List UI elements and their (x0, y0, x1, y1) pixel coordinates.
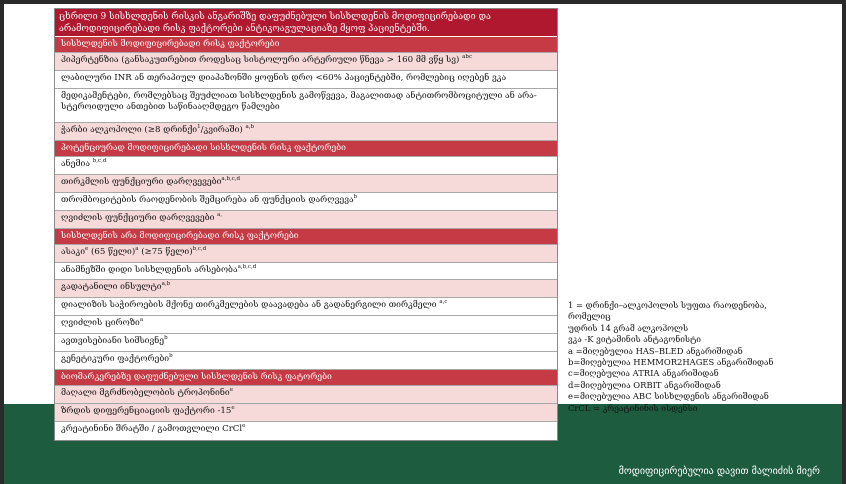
footer-credit: მოდიფიცირებულია დავით მალიძის მიერ (618, 466, 820, 477)
table-title: ცხრილი 9 სისხლდენის რისკის ანგარიშზე დაფუძნებული სისხლდენის მოდიფიცირებადი და არამოდიფიცირებადი რისკ ფაქტორები ანტიკოაგულაციაზე მყოფ პაციენტებში. (55, 9, 557, 37)
section-header: ბიომარკერებზე დაფუძნებული სისხლდენის რისკ ფატორები (55, 370, 557, 386)
table-row: ღვიძლის ციროზი$^a$ (55, 316, 557, 334)
table-row: ანამნეზში დიდი სისხლდენის არსებობა$^{a,b,c,d}$ (55, 263, 557, 280)
table-row: ასაკი$^e$ (65 წელი)$^a$ (≥75 წელი)$^{b,c,d}$ (55, 245, 557, 263)
table-row: მედიკამენტები, რომლებსაც შეუძლიათ სისხლდენის გამოწვევა, მაგალითად ანტითრომბოციტული ან არა-სტეროიდული ანთებით საწინააღმდეგო წამლები (55, 89, 557, 123)
table-row: ლაბილური INR ან თერაპიულ დიაპაზონში ყოფნის დრო <60% პაციენტებში, რომლებიც იღებენ ვკა (55, 71, 557, 89)
section-header: სისხლდენის მოდიფიცირებადი რისკ ფაქტორები (55, 37, 557, 53)
table-row: გენეტიკური ფაქტორები$^b$ (55, 352, 557, 370)
risk-factor-table (54, 8, 558, 441)
section-header: პოტენციურად მოდიფიცირებადი სისხლდენის რისკ ფაქტორები (55, 141, 557, 157)
legend-item: უდრის 14 გრამ ალკოჰოლს (568, 322, 689, 333)
table-row: თირკმლის ფუნქციური დარღვევები$^{a,b,c,d}$ (55, 175, 557, 193)
legend-item: e=მიღებულია ABC სისხლდენის ანგარიშიდან (568, 391, 769, 402)
legend-item: c=მიღებულია ATRIA ანგარიშიდან (568, 368, 719, 379)
legend-item: 1 = დრინქი–ალკოჰოლის სუფთა რაოდენობა, რომელიც (568, 300, 767, 322)
table-row: დიალიზის საჭიროების მქონე თირკმელების დაავადება ან გადანერგილი თირკმელი $^{a,c}$ (55, 298, 557, 316)
legend-item: d=მიღებულია ORBIT ანგარიშიდან (568, 379, 721, 390)
table-row: ანემია $^{b,c,d}$ (55, 157, 557, 175)
table-row: ღვიძლის ფუნქციური დარღვევები $^{a,}$ (55, 211, 557, 229)
frame-right (842, 0, 846, 484)
legend-item: a =მიღებულია HAS–BLED ანგარიშიდან (568, 345, 743, 356)
table-row: ავთვისებიანი სიმსივნე$^b$ (55, 334, 557, 352)
footnote-legend (568, 300, 808, 414)
table-row: კრეატინინი შრატში / გამოთვლილი CrCl$^e$ (55, 422, 557, 440)
table-row: ჭარბი ალკოჰოლი (≥8 დრინქი$^1$/კვირაში) $^{a,b}$ (55, 123, 557, 141)
table-row: გადატანილი ინსულტი$^{a,b}$ (55, 280, 557, 298)
section-header: სისხლდენის არა მოდიფიცირებადი რისკ ფაქტორები (55, 229, 557, 245)
legend-item: CrCL = კრეატინინის ისდენსი (568, 402, 698, 413)
legend-item: ვკა -K ვიტამინის ანტაგონისტი (568, 334, 701, 345)
table-row: მაღალი მგრძნობელობის ტროპონინი$^e$ (55, 386, 557, 404)
table-row: ჰიპერტენზია (განსაკუთრებით როდესაც სისტოლური არტერიული წნევა > 160 მმ ვწყ სვ) $^{abc}$ (55, 53, 557, 71)
table-row: ზრდის დიფერენციაციის ფაქტორი -15e (55, 404, 557, 422)
table-row: თრომბოციტების რაოდენობის შემცირება ან ფუნქციის დარღვევა$^b$ (55, 193, 557, 211)
legend-item: b=მიღებულია HEMMOR2HAGES ანგარიშიდან (568, 357, 774, 368)
